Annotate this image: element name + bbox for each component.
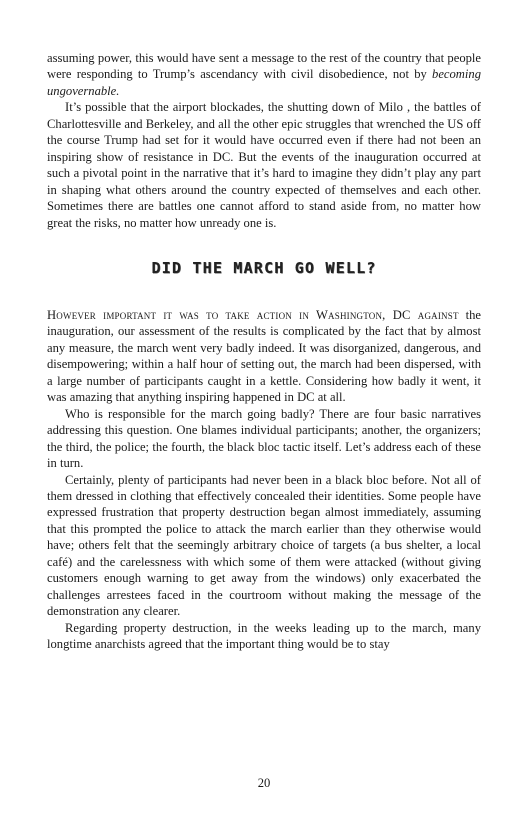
paragraph-1 (47, 50, 481, 99)
page-number: 20 (257, 776, 271, 790)
paragraph-1-text: assuming power, this would have sent a message to the rest of the country that people were responding to Trump’s ascendancy with civil disobedience, not by (47, 51, 481, 82)
paragraph-3-lead-in: However important it was to take action in Washington, DC against (47, 307, 459, 322)
paragraph-5: Certainly, plenty of participants had never been in a black bloc before. Not all of them dressed in clothing that effectively concealed their identities. Some people have expressed frustration that property destruction began almost immediately, assuming that this prompted the police to attack the march earlier than they otherwise would have; others felt that the seemingly arbitrary choice of targets (a bus shelter, a local café) and the carelessness with which some of them were attacked (without giving customers enough warning to get away from the windows) only exacerbated the challenges arrestees faced in the courtroom without making the message of the demonstration any clearer. (47, 472, 481, 619)
paragraph-4: Who is responsible for the march going badly? There are four basic narratives addressing this question. One blames individual participants; another, the organizers; the third, the police; the fourth, the black bloc tactic itself. Let’s address each of these in turn. (47, 406, 481, 471)
paragraph-3 (47, 307, 481, 406)
paragraph-3-text: the inauguration, our assessment of the results is complicated by the fact that by almost any measure, the march went very badly indeed. It was disorganized, dangerous, and disempowering; within a half hour of setting out, the march had been dispersed, with a large number of participants caught in a kettle. Considering how badly it went, it was amazing that anything inspiring happened in DC at all. (47, 307, 481, 405)
paragraph-1-emphasis: becoming ungovernable. (47, 67, 481, 98)
paragraph-6: Regarding property destruction, in the weeks leading up to the march, many longtime anarchists agreed that the important thing would be to stay (47, 620, 481, 652)
section-heading: DID THE MARCH GO WELL? (151, 258, 377, 277)
page-body (47, 50, 481, 653)
paragraph-2: It’s possible that the airport blockades, the shutting down of Milo , the battles of Charlottesville and Berkeley, and all the other epic struggles that wrenched the US off the course Trump had set for it would have occurred even if there had not been an inspiring show of resistance in DC. But the events of the inauguration occurred at such a pivotal point in the narrative that it’s hard to imagine they didn’t play any part in shaping what others around the country expected of themselves and each other. Sometimes there are battles one cannot afford to stand aside from, no matter how great the risks, no matter how unready one is. (47, 100, 481, 230)
